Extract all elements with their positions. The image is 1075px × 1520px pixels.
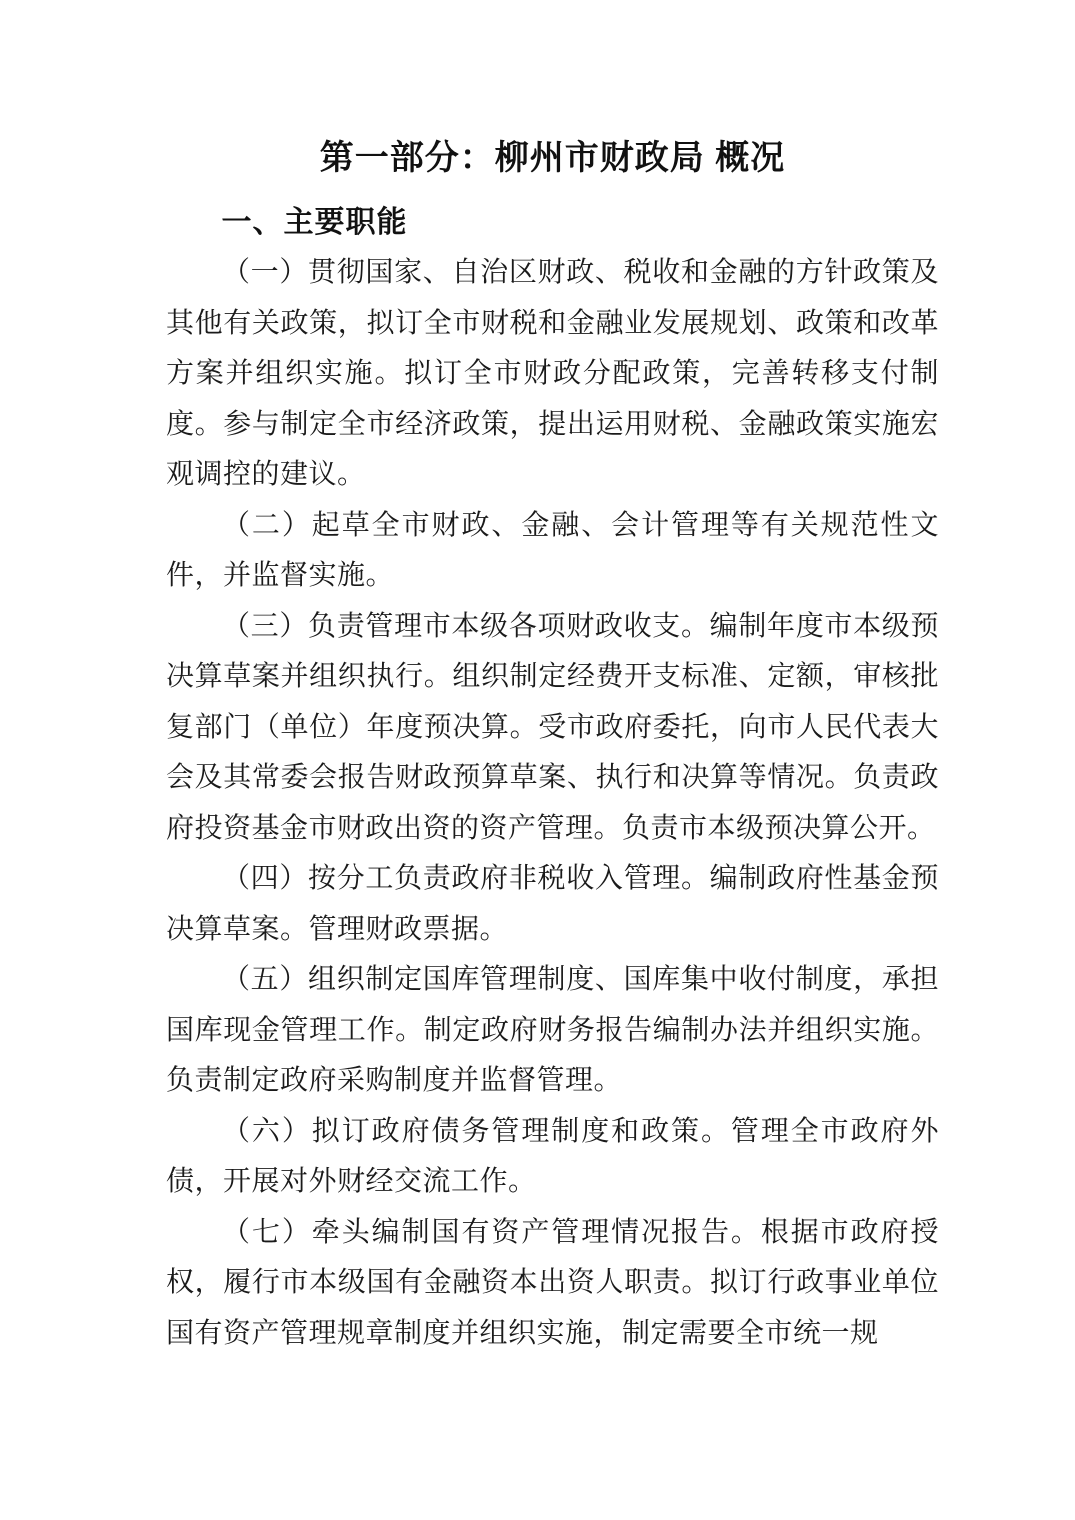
document-body [166, 248, 939, 1359]
body-paragraph-7: （七）牵头编制国有资产管理情况报告。根据市政府授权，履行市本级国有金融资本出资人职责。拟订行政事业单位国有资产管理规章制度并组织实施，制定需要全市统一规 [166, 1216, 939, 1349]
body-paragraph-3: （三）负责管理市本级各项财政收支。编制年度市本级预决算草案并组织执行。组织制定经费开支标准、定额，审核批复部门（单位）年度预决算。受市政府委托，向市人民代表大会及其常委会报告财政预算草案、执行和决算等情况。负责政府投资基金市财政出资的资产管理。负责市本级预决算公开。 [166, 610, 939, 844]
body-paragraph-5: （五）组织制定国库管理制度、国库集中收付制度，承担国库现金管理工作。制定政府财务报告编制办法并组织实施。负责制定政府采购制度并监督管理。 [166, 964, 939, 1096]
section-heading: 一、主要职能 [221, 206, 408, 239]
page-title: 第一部分：柳州市财政局 概况 [319, 139, 786, 177]
body-paragraph-4: （四）按分工负责政府非税收入管理。编制政府性基金预决算草案。管理财政票据。 [166, 863, 939, 945]
body-paragraph-1: （一）贯彻国家、自治区财政、税收和金融的方针政策及其他有关政策，拟订全市财税和金融业发展规划、政策和改革方案并组织实施。拟订全市财政分配政策，完善转移支付制度。参与制定全市经济政策，提出运用财税、金融政策实施宏观调控的建议。 [166, 257, 939, 490]
body-paragraph-2: （二）起草全市财政、金融、会计管理等有关规范性文件，并监督实施。 [166, 509, 939, 591]
body-paragraph-6: （六）拟订政府债务管理制度和政策。管理全市政府外债，开展对外财经交流工作。 [166, 1115, 939, 1197]
